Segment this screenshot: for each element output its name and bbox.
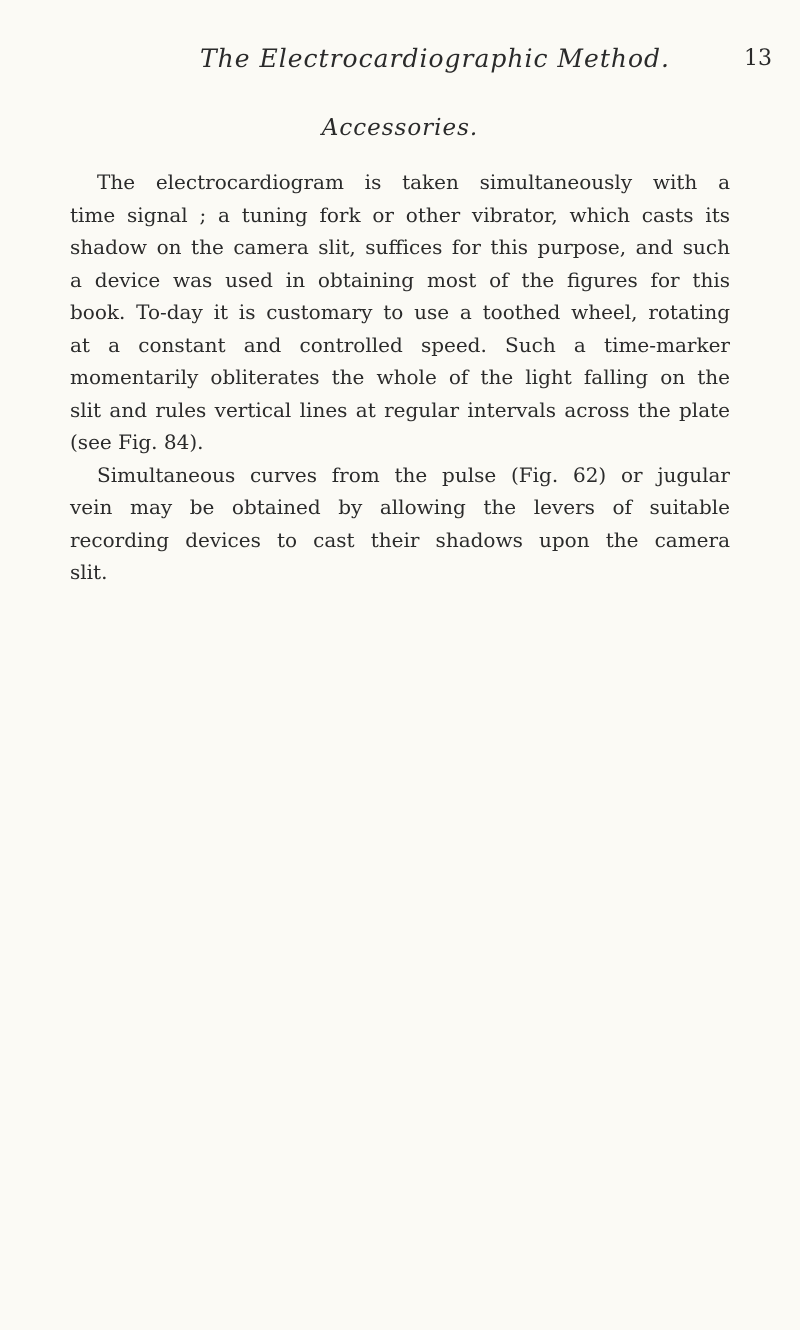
text-line: book. To-day it is customary to use a toothed wheel, rotating	[70, 300, 730, 324]
body-text	[70, 166, 730, 589]
text-line: slit.	[70, 560, 108, 584]
text-line: slit and rules vertical lines at regular intervals across the plate	[70, 397, 730, 422]
text-line: shadow on the camera slit, suffices for this purpose, and such	[70, 235, 730, 259]
text-line: at a constant and controlled speed. Such a time-marker	[70, 332, 730, 357]
text-line: a device was used in obtaining most of the figures for this	[70, 267, 730, 292]
running-head-title: The Electrocardiographic Method.	[200, 44, 670, 73]
text-line: (see Fig. 84).	[70, 430, 204, 454]
text-line: Simultaneous curves from the pulse (Fig. 62) or jugular	[97, 462, 730, 487]
text-line: The electrocardiogram is taken simultaneously with a	[97, 170, 730, 194]
paragraph-simultaneous-curves	[70, 459, 730, 589]
paragraph-time-signal	[70, 166, 730, 459]
section-title: Accessories.	[321, 115, 479, 141]
text-line: momentarily obliterates the whole of the light falling on the	[70, 365, 730, 389]
text-line: vein may be obtained by allowing the levers of suitable	[70, 495, 730, 519]
text-line: recording devices to cast their shadows upon the camera	[70, 527, 730, 552]
page-number: 13	[744, 46, 772, 71]
text-line: time signal ; a tuning fork or other vibrator, which casts its	[70, 202, 730, 227]
